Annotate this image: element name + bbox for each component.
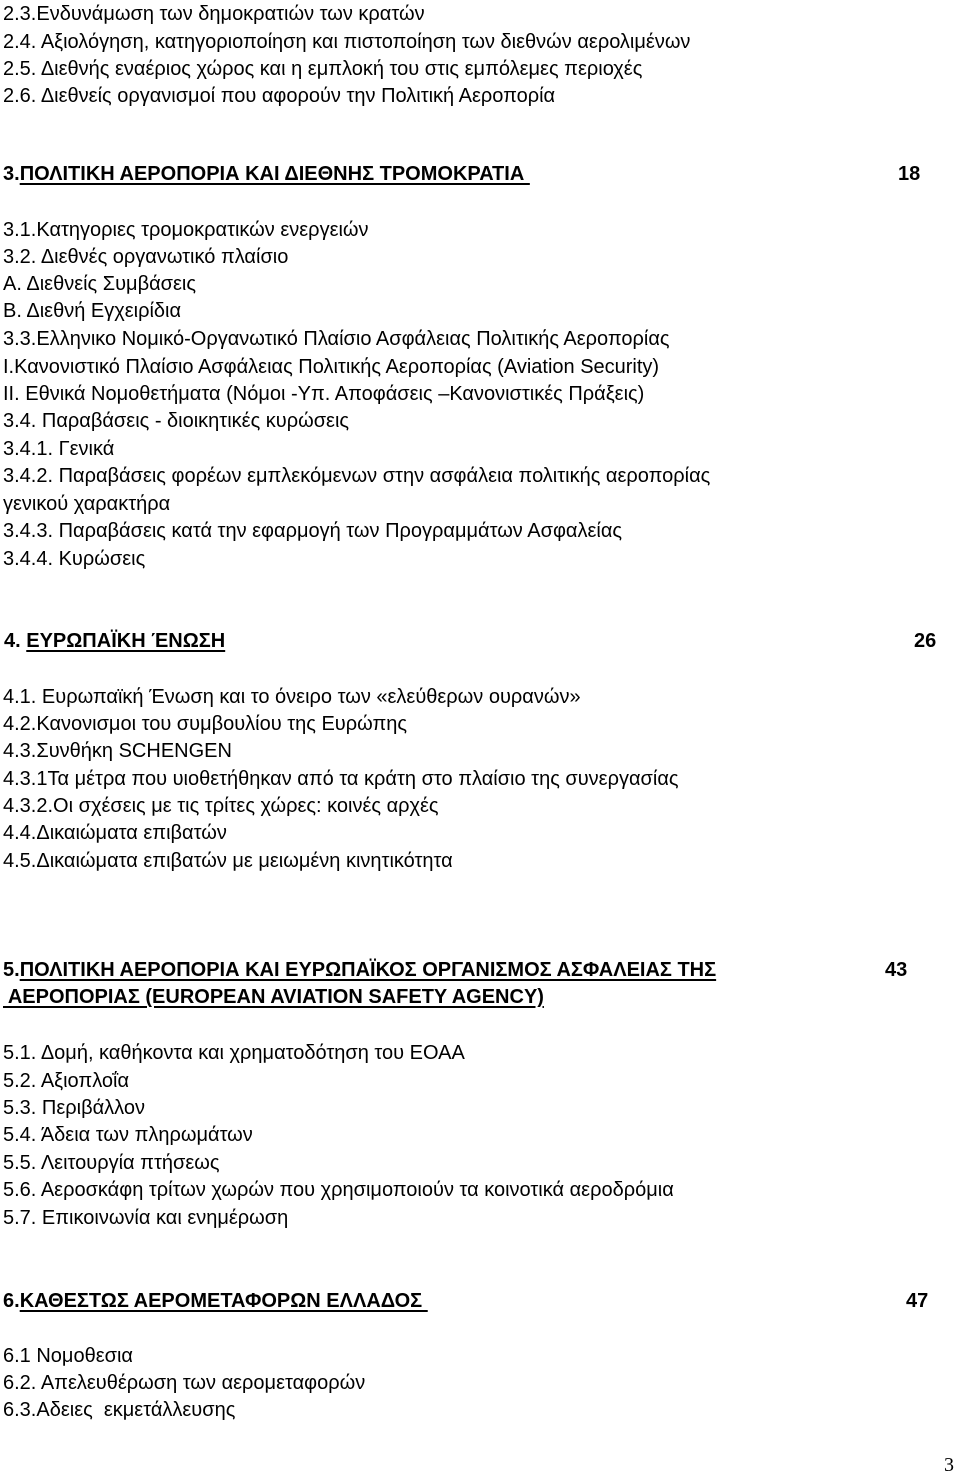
toc-entry: 5.1. Δομή, καθήκοντα και χρηματοδότηση του ΕΟΑΑ <box>3 1042 465 1064</box>
toc-entry: Α. Διεθνείς Συμβάσεις <box>3 273 196 295</box>
toc-entry: 6.1 Νομοθεσια <box>3 1345 133 1367</box>
toc-entry: 3.3.Ελληνικο Νομικό-Οργανωτικό Πλαίσιο Ασφάλειας Πολιτικής Αεροπορίας <box>3 328 670 350</box>
toc-entry: 5.6. Αεροσκάφη τρίτων χωρών που χρησιμοποιούν τα κοινοτικά αεροδρόμια <box>3 1179 674 1201</box>
section-title: ΕΥΡΩΠΑΪΚΗ ΈΝΩΣΗ <box>26 630 226 652</box>
toc-entry: 3.4. Παραβάσεις - διοικητικές κυρώσεις <box>3 410 350 432</box>
section-page-number: 18 <box>898 163 921 185</box>
section-page-number: 47 <box>906 1290 929 1312</box>
toc-entry: 4.3.2.Οι σχέσεις με τις τρίτες χώρες: κοινές αρχές <box>3 795 439 817</box>
toc-entry: 6.3.Αδειες εκμετάλλευσης <box>3 1399 236 1421</box>
toc-entry: ΙΙ. Εθνικά Νομοθετήματα (Νόμοι -Υπ. Αποφάσεις –Κανονιστικές Πράξεις) <box>3 383 645 405</box>
toc-entry: 2.4. Αξιολόγηση, κατηγοριοποίηση και πιστοποίηση των διεθνών αερολιμένων <box>3 31 691 53</box>
section-number: 5. <box>3 959 20 981</box>
toc-entry: 3.4.2. Παραβάσεις φορέων εμπλεκόμενων στην ασφάλεια πολιτικής αεροπορίας <box>3 465 711 487</box>
page-folio-number: 3 <box>944 1454 954 1476</box>
section-number: 4. <box>4 630 27 652</box>
toc-entry: 3.1.Κατηγοριες τρομοκρατικών ενεργειών <box>3 219 369 241</box>
section-heading-3 <box>3 162 530 186</box>
toc-entry: 2.5. Διεθνής εναέριος χώρος και η εμπλοκή του στις εμπόλεμες περιοχές <box>3 58 643 80</box>
toc-entry: 4.2.Κανονισμοι του συμβουλίου της Ευρώπης <box>3 713 408 735</box>
toc-entry: 6.2. Απελευθέρωση των αερομεταφορών <box>3 1372 366 1394</box>
toc-entry: 3.4.4. Κυρώσεις <box>3 548 146 570</box>
toc-entry: 2.6. Διεθνείς οργανισμοί που αφορούν την Πολιτική Αεροπορία <box>3 85 556 107</box>
toc-entry: 5.4. Άδεια των πληρωμάτων <box>3 1124 253 1146</box>
section-title-line-1: ΠΟΛΙΤΙΚΗ ΑΕΡΟΠΟΡΙΑ ΚΑΙ ΕΥΡΩΠΑΪΚΟΣ ΟΡΓΑΝΙΣΜΟΣ ΑΣΦΑΛΕΙΑΣ ΤΗΣ <box>19 959 717 981</box>
section-number: 3. <box>3 163 20 185</box>
toc-entry: 5.7. Επικοινωνία και ενημέρωση <box>3 1207 289 1229</box>
toc-entry: 4.4.Δικαιώματα επιβατών <box>3 822 227 844</box>
toc-entry: 3.4.3. Παραβάσεις κατά την εφαρμογή των Προγραμμάτων Ασφαλείας <box>3 520 623 542</box>
section-page-number: 26 <box>914 630 937 652</box>
section-page-number: 43 <box>885 959 908 981</box>
toc-entry: Β. Διεθνή Εγχειρίδια <box>3 300 182 322</box>
section-heading-6 <box>3 1289 428 1313</box>
section-heading-5-continued <box>3 985 544 1009</box>
toc-entry: 4.3.Συνθήκη SCHENGEN <box>3 740 232 762</box>
section-heading-4 <box>4 629 225 653</box>
toc-entry: 5.3. Περιβάλλον <box>3 1097 145 1119</box>
toc-entry: 3.2. Διεθνές οργανωτικό πλαίσιο <box>3 246 289 268</box>
toc-entry: 4.3.1Τα μέτρα που υιοθετήθηκαν από τα κράτη στο πλαίσιο της συνεργασίας <box>3 768 679 790</box>
toc-entry: 4.5.Δικαιώματα επιβατών με μειωμένη κινητικότητα <box>3 850 453 872</box>
toc-entry: Ι.Κανονιστικό Πλαίσιο Ασφάλειας Πολιτικής Αεροπορίας (Aviation Security) <box>3 356 660 378</box>
section-title-line-2: ΑΕΡΟΠΟΡΙΑΣ (EUROPEAN AVIATION SAFETY AGENCY) <box>3 986 544 1008</box>
toc-entry: 3.4.1. Γενικά <box>3 438 115 460</box>
section-title: ΚΑΘΕΣΤΩΣ ΑΕΡΟΜΕΤΑΦΟΡΩΝ ΕΛΛΑΔΟΣ <box>19 1290 428 1312</box>
toc-entry: 5.5. Λειτουργία πτήσεως <box>3 1152 220 1174</box>
section-title: ΠΟΛΙΤΙΚΗ ΑΕΡΟΠΟΡΙΑ ΚΑΙ ΔΙΕΘΝΗΣ ΤΡΟΜΟΚΡΑΤΙΑ <box>19 163 530 185</box>
toc-entry: 4.1. Ευρωπαϊκή Ένωση και το όνειρο των «ελεύθερων ουρανών» <box>3 686 581 708</box>
toc-entry: 5.2. Αξιοπλοΐα <box>3 1070 130 1092</box>
section-number: 6. <box>3 1290 20 1312</box>
section-heading-5 <box>3 958 716 982</box>
toc-entry: γενικού χαρακτήρα <box>3 493 171 515</box>
toc-entry: 2.3.Ενδυνάμωση των δημοκρατιών των κρατών <box>3 3 425 25</box>
